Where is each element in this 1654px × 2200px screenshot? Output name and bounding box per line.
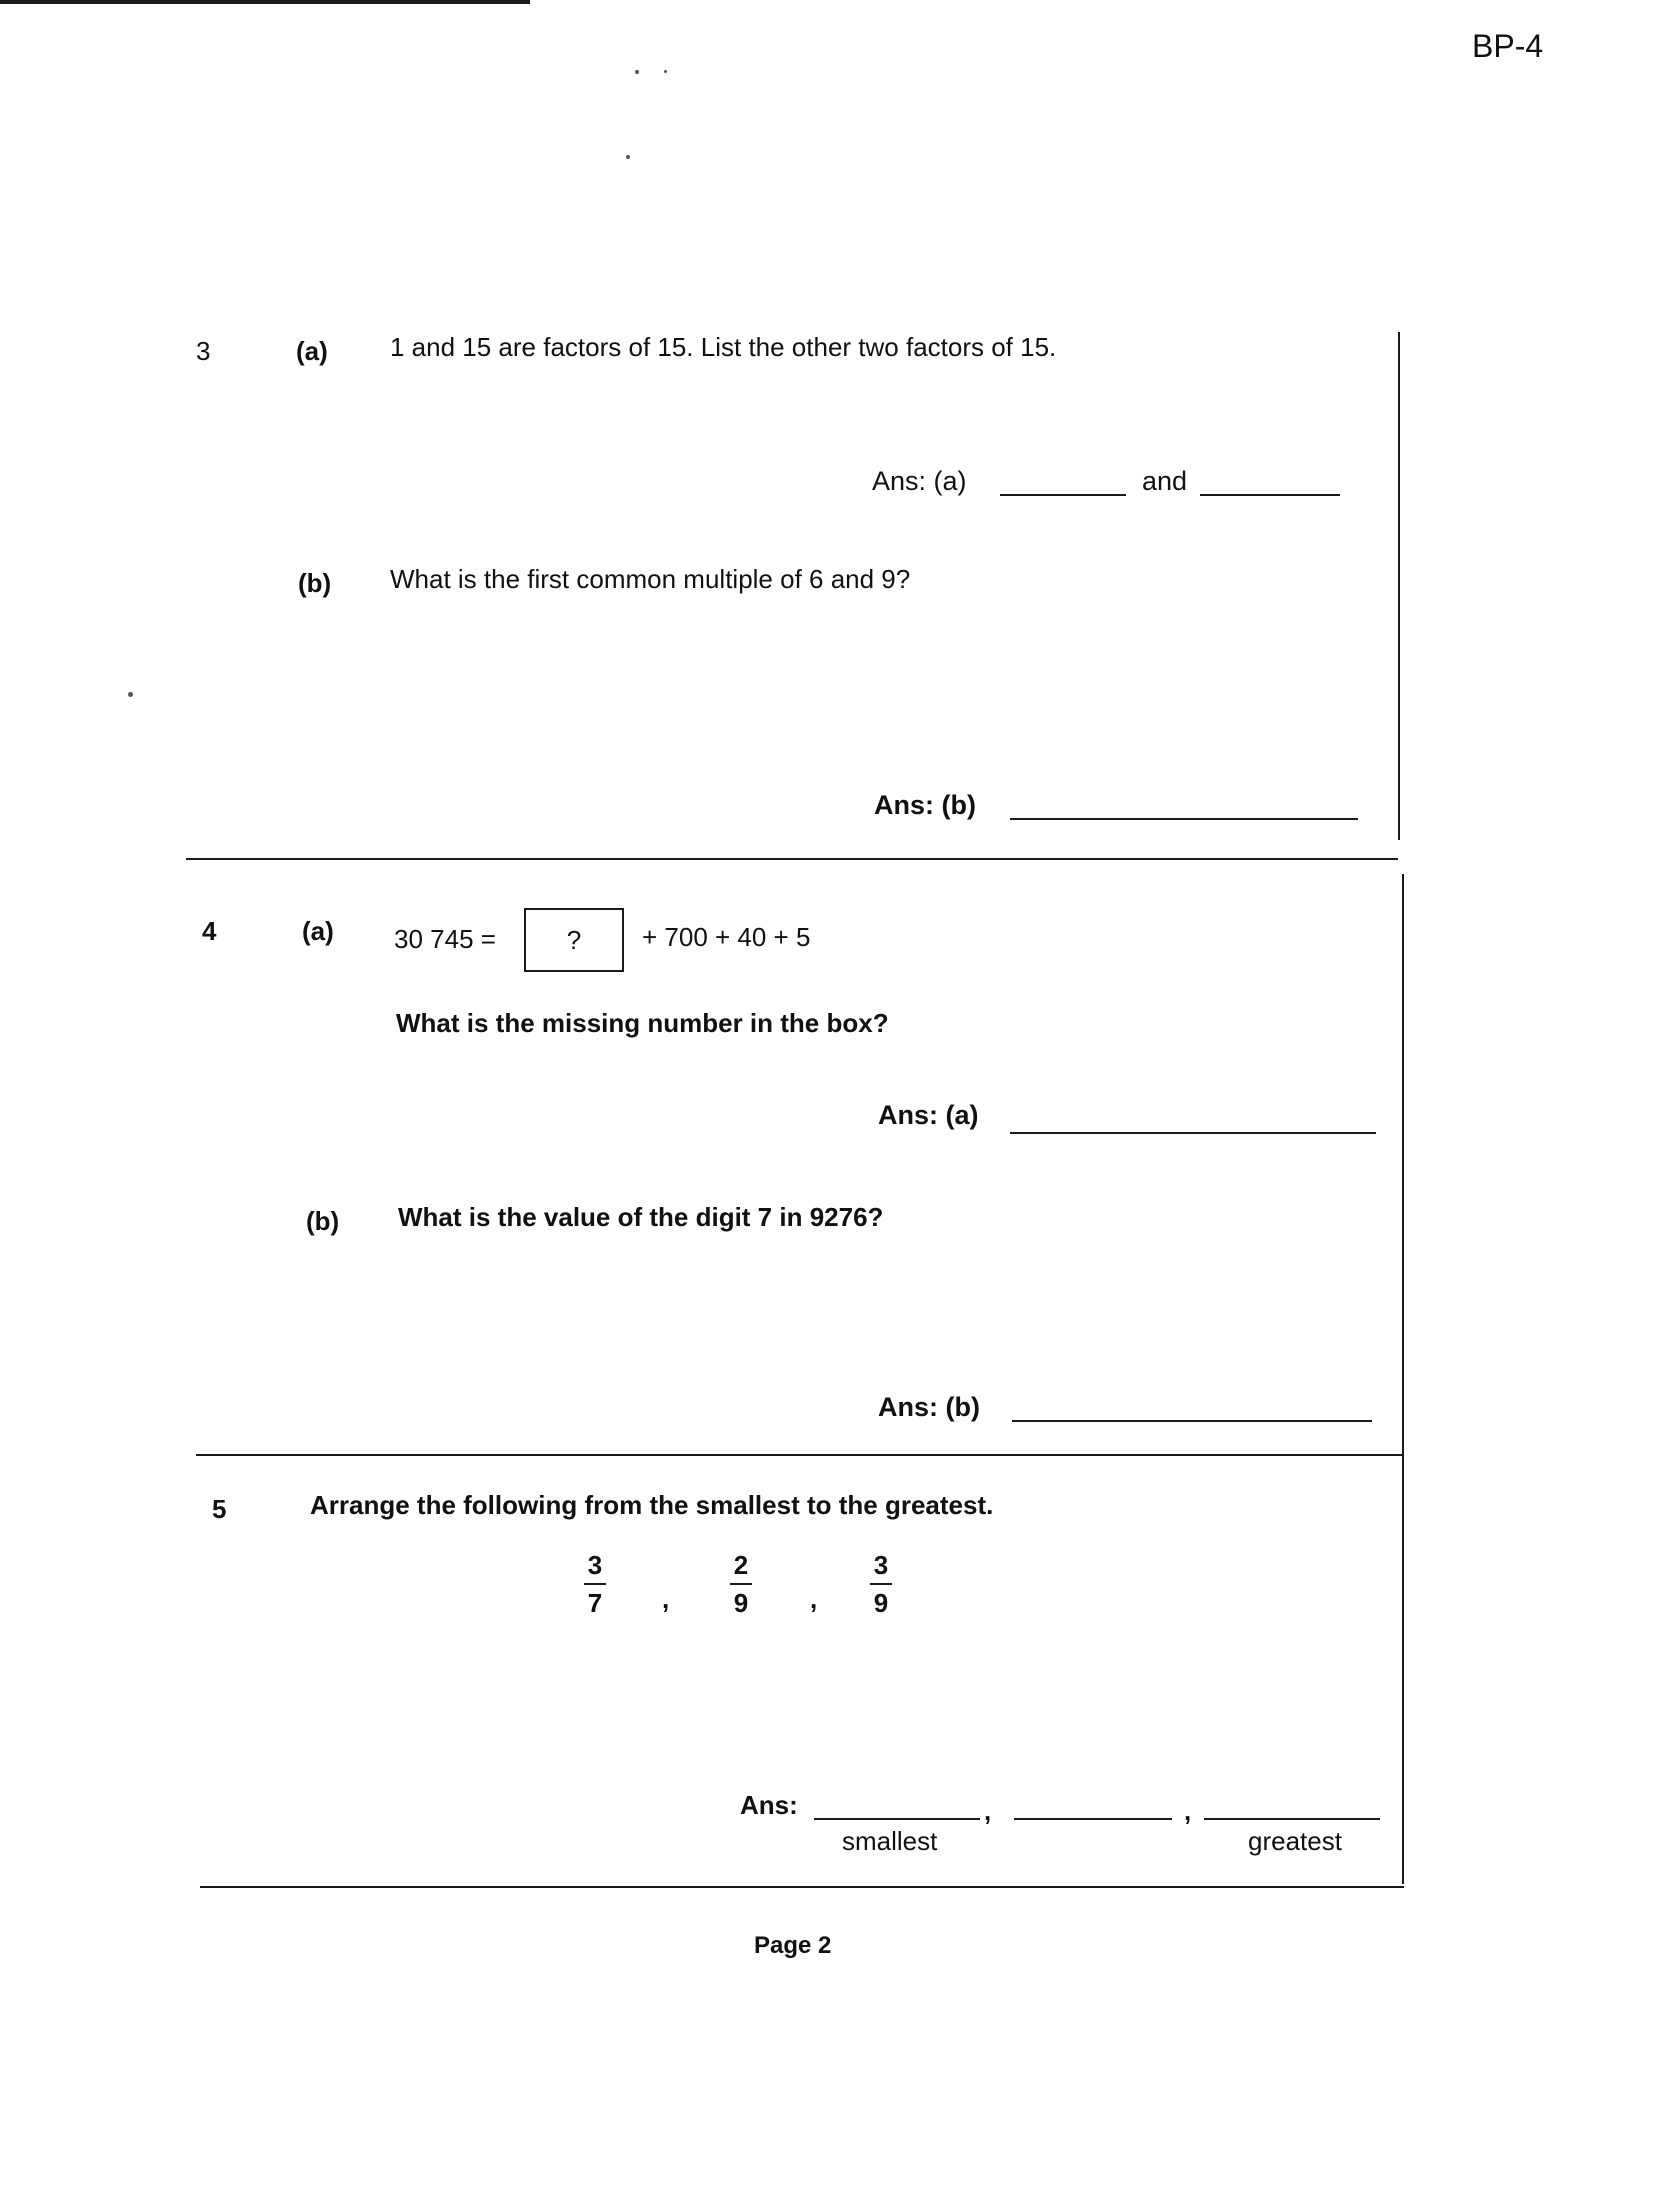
scan-edge-bar bbox=[0, 0, 530, 4]
question-3b-label: (b) bbox=[298, 568, 332, 598]
answer-5-separator-2: , bbox=[1184, 1796, 1192, 1826]
question-4a-label: (a) bbox=[302, 916, 334, 946]
question-4b-label: (b) bbox=[306, 1206, 340, 1236]
question-3-number: 3 bbox=[196, 336, 211, 366]
scan-speck bbox=[128, 692, 133, 697]
answer-5-blank-1[interactable] bbox=[814, 1818, 980, 1820]
fraction-1-bar bbox=[584, 1583, 606, 1585]
fraction-2-bar bbox=[730, 1583, 752, 1585]
scan-speck bbox=[664, 70, 667, 73]
answer-4a-blank[interactable] bbox=[1010, 1132, 1376, 1134]
fraction-1-denominator: 7 bbox=[587, 1588, 603, 1618]
answer-4b-blank[interactable] bbox=[1012, 1420, 1372, 1422]
answer-4b-label: Ans: (b) bbox=[878, 1392, 980, 1422]
fraction-1 bbox=[582, 1550, 608, 1618]
answer-3b-label: Ans: (b) bbox=[874, 790, 976, 820]
smallest-caption: smallest bbox=[842, 1826, 938, 1856]
fraction-3-numerator: 3 bbox=[873, 1550, 889, 1580]
page-number: Page 2 bbox=[754, 1932, 832, 1959]
question-4-number: 4 bbox=[202, 916, 217, 946]
divider-q3-q4 bbox=[186, 858, 1398, 860]
fraction-separator-1: , bbox=[662, 1584, 670, 1614]
equation-left: 30 745 = bbox=[394, 924, 496, 954]
question-4a-text: What is the missing number in the box? bbox=[396, 1008, 889, 1038]
answer-3a-joiner: and bbox=[1142, 466, 1188, 496]
scan-speck bbox=[635, 70, 639, 74]
fraction-1-numerator: 3 bbox=[587, 1550, 603, 1580]
question-5-text: Arrange the following from the smallest to the greatest. bbox=[310, 1490, 994, 1520]
fraction-2 bbox=[728, 1550, 754, 1618]
answer-4a-label: Ans: (a) bbox=[878, 1100, 979, 1130]
question-3b-text: What is the first common multiple of 6 and 9? bbox=[390, 564, 911, 594]
question-5-number: 5 bbox=[212, 1494, 227, 1524]
fraction-3-denominator: 9 bbox=[873, 1588, 889, 1618]
answer-3a-blank-2[interactable] bbox=[1200, 494, 1340, 496]
fraction-separator-2: , bbox=[810, 1584, 818, 1614]
answer-3a-blank-1[interactable] bbox=[1000, 494, 1126, 496]
scan-speck bbox=[626, 155, 630, 159]
missing-number-box[interactable] bbox=[524, 908, 624, 972]
answer-5-label: Ans: bbox=[740, 1790, 798, 1820]
answer-5-blank-3[interactable] bbox=[1204, 1818, 1380, 1820]
question-4b-text: What is the value of the digit 7 in 9276? bbox=[398, 1202, 884, 1232]
right-border-bottom bbox=[1402, 874, 1404, 1884]
fraction-3-bar bbox=[870, 1583, 892, 1585]
fraction-3 bbox=[868, 1550, 894, 1618]
answer-3b-blank[interactable] bbox=[1010, 818, 1358, 820]
greatest-caption: greatest bbox=[1248, 1826, 1342, 1856]
answer-3a-label: Ans: (a) bbox=[872, 466, 967, 496]
equation-right: + 700 + 40 + 5 bbox=[642, 922, 811, 952]
bottom-divider bbox=[200, 1886, 1404, 1888]
page-code: BP-4 bbox=[1472, 28, 1544, 64]
missing-number-placeholder: ? bbox=[566, 924, 582, 955]
divider-q4-q5 bbox=[196, 1454, 1404, 1456]
answer-5-blank-2[interactable] bbox=[1014, 1818, 1172, 1820]
answer-5-separator-1: , bbox=[984, 1796, 992, 1826]
question-3a-label: (a) bbox=[296, 336, 328, 366]
fraction-2-denominator: 9 bbox=[733, 1588, 749, 1618]
right-border-top bbox=[1398, 332, 1400, 840]
question-3a-text: 1 and 15 are factors of 15. List the other two factors of 15. bbox=[390, 332, 1057, 362]
fraction-2-numerator: 2 bbox=[733, 1550, 749, 1580]
